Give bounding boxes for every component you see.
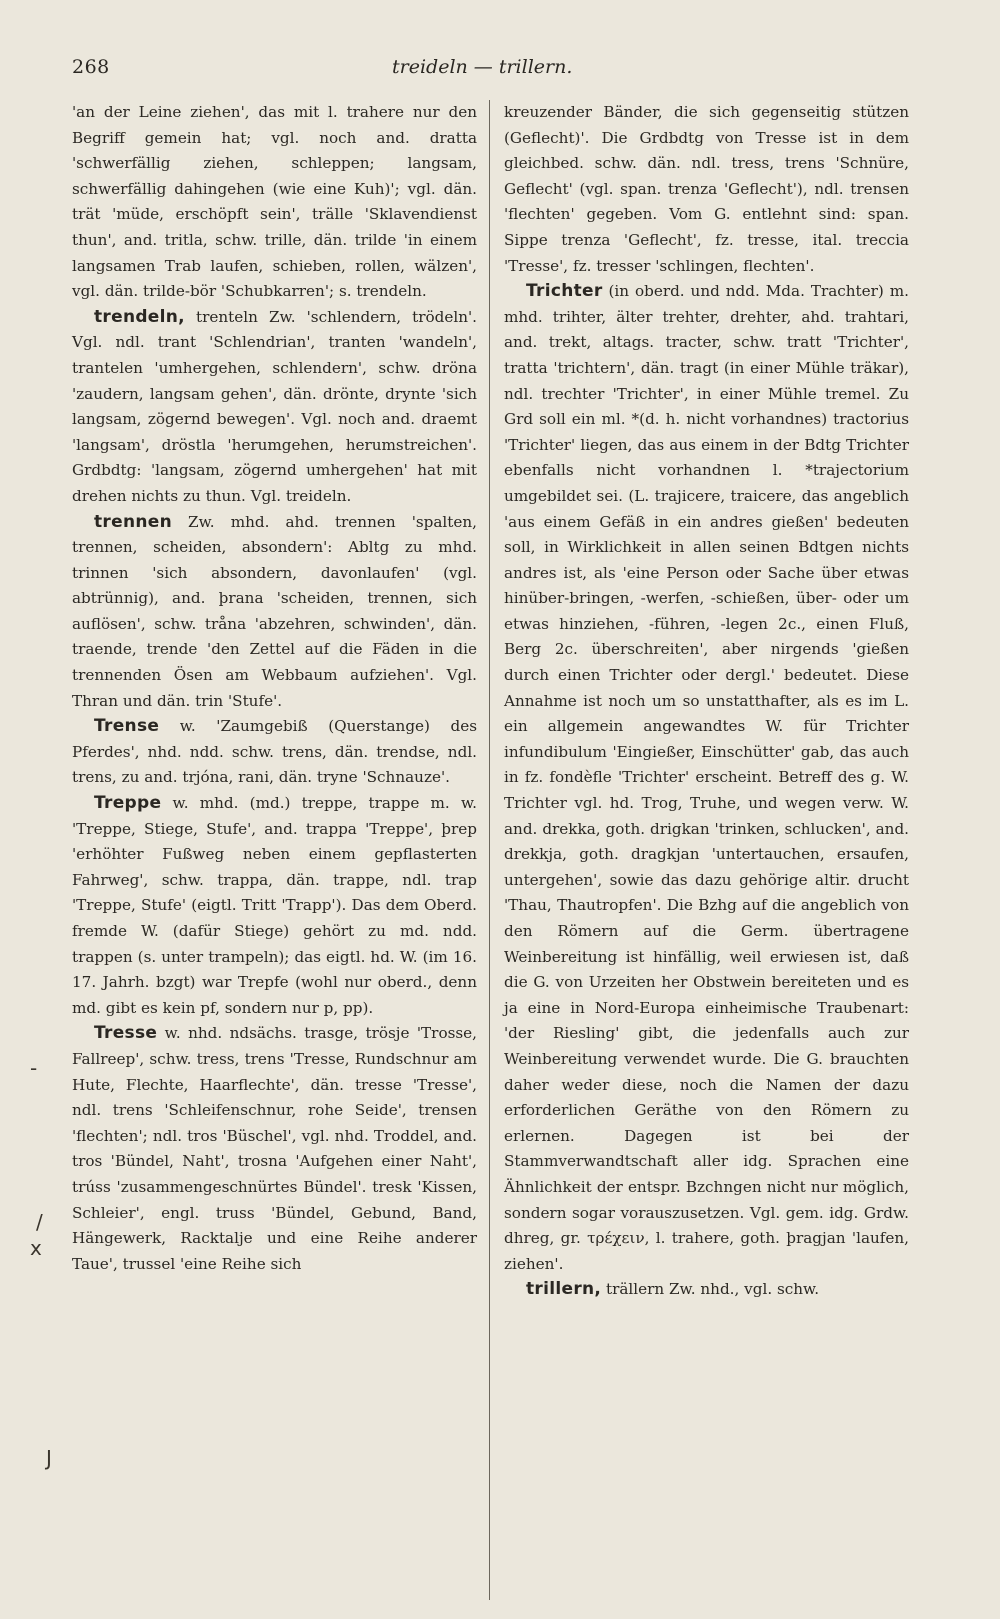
entry-text: kreuzender Bänder, die sich gegenseitig stützen (Geflecht)'. Die Grdbdtg von Tresse ist in dem gleichbed. schw. dän. ndl. tress, trens 'Schnüre, Geflecht' (vgl. span. trenza 'Geflecht'), ndl. trensen 'flechten' gegeben. Vom G. entlehnt sind: span. Sippe trenza 'Geflecht', fz. tresse, ital. treccia 'Tresse', fz. tresser 'schlingen, flechten'. [504,103,909,275]
dictionary-entry [72,305,477,510]
entry-text: w. 'Zaumgebiß (Querstange) des Pferdes', nhd. ndd. schw. trens, dän. trendse, ndl. trens, zu and. trjóna, rani, dän. tryne 'Schnauze'. [72,717,477,787]
entry-text: 'an der Leine ziehen', das mit l. trahere nur den Begriff gemein hat; vgl. noch and. dratta 'schwerfällig ziehen, schleppen; langsam, schwerfällig dahingehen (wie eine Kuh)'; vgl. dän. trät 'müde, erschöpft sein', trälle 'Sklavendienst thun', and. tritla, schw. trille, dän. trilde 'in einem langsamen Trab laufen, schieben, rollen, wälzen', vgl. dän. trilde-bör 'Schubkarren'; s. trendeln. [72,103,477,301]
entry-text: Zw. mhd. ahd. trennen 'spalten, trennen, scheiden, absondern': Abltg zu mhd. trinnen 'sich absondern, davonlaufen' (vgl. abtrünnig), and. þrana 'scheiden, trennen, sich auflösen', schw. tråna 'abzehren, schwinden', dän. traende, trende 'den Zettel auf die Fäden in die trennenden Ösen am Webbaum aufziehen'. Vgl. Thran und dän. trin 'Stufe'. [72,512,477,710]
dictionary-entry [504,279,909,1277]
dictionary-entry [72,510,477,715]
entry-headword: Tresse [94,1023,158,1044]
entry-continuation [72,100,477,305]
entry-headword: Treppe [94,793,162,814]
entry-text: w. mhd. (md.) treppe, trappe m. w. 'Treppe, Stiege, Stufe', and. trappa 'Treppe', þrep 'erhöhter Fußweg neben einem gepflasterten Fahrweg', schw. trappa, dän. trappe, ndl. trap 'Treppe, Stufe' (eigtl. Tritt 'Trapp'). Das dem Oberd. fremde W. (dafür Stiege) gehört zu md. ndd. trappen (s. unter trampeln); das eigtl. hd. W. (im 16. 17. Jahrh. bzgt) war Trepfe (wohl nur oberd., denn md. gibt es kein pf, sondern nur p, pp). [72,794,477,1017]
margin-mark: - [30,1056,38,1080]
entry-continuation [504,100,909,279]
right-column [489,100,909,1600]
entry-text: (in oberd. und ndd. Mda. Trachter) m. mhd. trihter, älter trehter, drehter, ahd. trahtari, and. trekt, altags. tracter, schw. tratt 'Trichter', tratta 'trichtern', dän. tragt (in einer Mühle träkar), ndl. trechter 'Trichter', in einer Mühle tremel. Zu Grd soll ein ml. *(d. h. nicht vorhandnes) tractorius 'Trichter' liegen, das aus einem in der Bdtg Trichter ebenfalls nicht vorhandnen l. *trajectorium umgebildet sei. (L. trajicere, traicere, das angeblich 'aus einem Gefäß in ein andres gießen' bedeuten soll, in Wirklichkeit in allen seinen Bdtgen nichts andres ist, als 'eine Person oder Sache über etwas hinüber-bringen, -werfen, -schießen, über- oder um etwas hinziehen, -führen, -legen 2c., einen Fluß, Berg 2c. überschreiten', aber nirgends 'gießen durch einen Trichter oder dergl.' bedeutet. Diese Annahme ist noch um so unstatthafter, als es im L. ein allgemein angewandtes W. für Trichter infundibulum 'Eingießer, Einschütter' gab, das auch in fz. fondèfle 'Trichter' erscheint. Betreff des g. W. Trichter vgl. hd. Trog, Truhe, und wegen verw. W. and. drekka, goth. drigkan 'trinken, schlucken', and. drekkja, goth. dragkjan 'untertauchen, ersaufen, untergehen', sowie das dazu gehörige altir. drucht 'Thau, Thautropfen'. Die Bzhg auf die angeblich von den Römern auf die Germ. übertragene Weinbereitung ist hinfällig, weil erwiesen ist, daß die G. von Urzeiten her Obstwein bereiteten und es ja eine in Nord-Europa einheimische Traubenart: 'der Riesling' gibt, die jedenfalls auch zur Weinbereitung verwendet wurde. Die G. brauchten daher weder diese, noch die Namen der dazu erforderlichen Geräthe von den Römern zu erlernen. Dagegen ist bei der Stammverwandtschaft aller idg. Sprachen eine Ähnlichkeit der entspr. Bzchngen nicht nur möglich, sondern sogar vorauszusetzen. Vgl. gem. idg. Grdw. dhreg, gr. τρέχειν, l. trahere, goth. þragjan 'laufen, ziehen'. [504,282,909,1273]
text-columns [72,100,960,1600]
entry-text: trenteln Zw. 'schlendern, trödeln'. Vgl. ndl. trant 'Schlendrian', tranten 'wandeln', trantelen 'umhergehen, schlendern', schw. dröna 'zaudern, langsam gehen', dän. drönte, drynte 'sich langsam, zögernd bewegen'. Vgl. noch and. draemt 'langsam', dröstla 'herumgehen, herumstreichen'. Grdbdtg: 'langsam, zögernd umhergehen' hat mit drehen nichts zu thun. Vgl. treideln. [72,307,477,505]
margin-mark: / [36,1210,43,1234]
dictionary-entry [72,1021,477,1277]
entry-headword: Trense [94,716,160,737]
dictionary-entry [72,714,477,791]
margin-mark: J [46,1446,52,1470]
entry-text: trällern Zw. nhd., vgl. schw. [601,1280,820,1299]
left-column [72,100,489,1600]
entry-headword: trendeln, [94,306,185,327]
running-head: treideln — trillern. [392,56,573,78]
entry-text: w. nhd. ndsächs. trasge, trösje 'Trosse, Fallreep', schw. tress, trens 'Tresse, Rundschnur am Hute, Flechte, Haarflechte', dän. tresse 'Tresse', ndl. trens 'Schleifenschnur, rohe Seide', trensen 'flechten'; ndl. tros 'Büschel', vgl. nhd. Troddel, and. tros 'Bündel, Naht', trosna 'Aufgehen einer Naht', trúss 'zusammengeschnürtes Bündel'. tresk 'Kissen, Schleier', engl. truss 'Bündel, Gebund, Band, Hängewerk, Racktalje und eine Reihe anderer Taue', trussel 'eine Reihe sich [72,1024,477,1273]
entry-headword: Trichter [526,281,603,302]
page-number: 268 [72,56,110,78]
dictionary-entry [72,791,477,1021]
entry-headword: trennen [94,511,172,532]
entry-headword: trillern, [526,1279,602,1300]
page-header [72,52,960,86]
margin-mark: x [30,1236,42,1260]
dictionary-entry [504,1277,909,1303]
